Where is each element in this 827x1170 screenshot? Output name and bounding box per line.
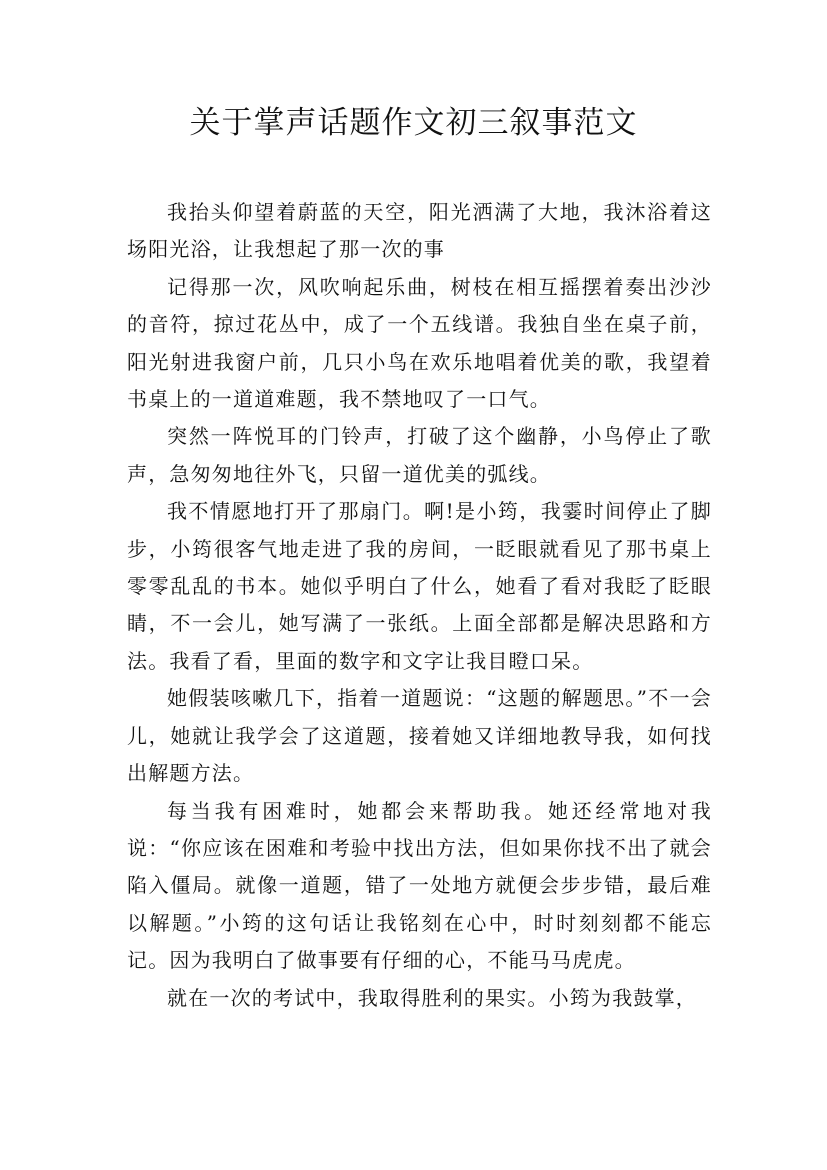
paragraph-7: 就在一次的考试中，我取得胜利的果实。小筠为我鼓掌， (167, 985, 697, 1010)
paragraph-5: 她假装咳嗽几下，指着一道题说：“这题的解题思。”不一会儿，她就让我学会了这道题，接着她又详细地教导我，如何找出解题方法。 (127, 686, 712, 786)
paragraph-2: 记得那一次，风吹响起乐曲，树枝在相互摇摆着奏出沙沙的音符，掠过花丛中，成了一个五线谱。我独自坐在桌子前，阳光射进我窗户前，几只小鸟在欢乐地唱着优美的歌，我望着书桌上的一道道难题，我不禁地叹了一口气。 (127, 274, 712, 412)
paragraph-1: 我抬头仰望着蔚蓝的天空，阳光洒满了大地，我沐浴着这场阳光浴，让我想起了那一次的事 (127, 200, 712, 262)
document-title: 关于掌声话题作文初三叙事范文 (189, 105, 638, 141)
paragraph-3: 突然一阵悦耳的门铃声，打破了这个幽静，小鸟停止了歌声，急匆匆地往外飞，只留一道优美的弧线。 (127, 424, 712, 486)
paragraph-6: 每当我有困难时，她都会来帮助我。她还经常地对我说：“你应该在困难和考验中找出方法，但如果你找不出了就会陷入僵局。就像一道题，错了一处地方就便会步步错，最后难以解题。”小筠的这句话让我铭刻在心中，时时刻刻都不能忘记。因为我明白了做事要有仔细的心，不能马马虎虎。 (127, 798, 712, 973)
paragraph-4: 我不情愿地打开了那扇门。啊!是小筠，我霎时间停止了脚步，小筠很客气地走进了我的房间，一眨眼就看见了那书桌上零零乱乱的书本。她似乎明白了什么，她看了看对我眨了眨眼睛，不一会儿，她写满了一张纸。上面全部都是解决思路和方法。我看了看，里面的数字和文字让我目瞪口呆。 (127, 499, 712, 673)
document-body (127, 194, 712, 1017)
